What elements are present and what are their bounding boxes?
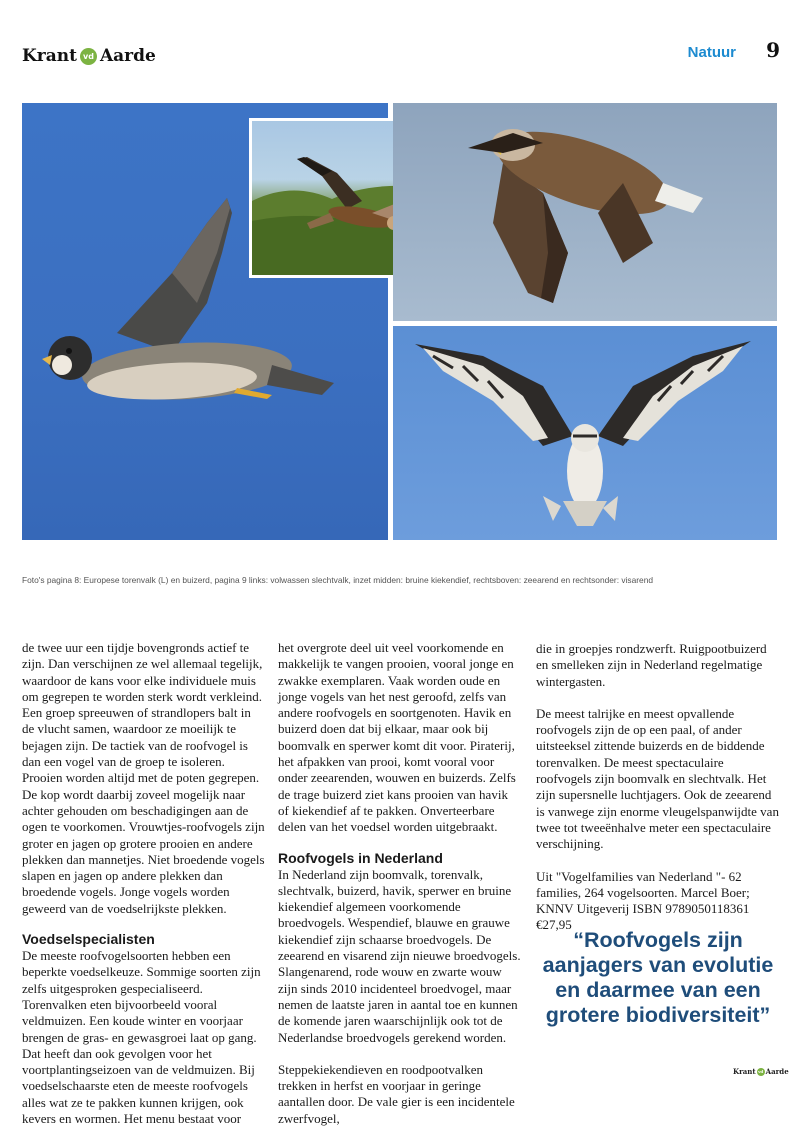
footer-logo xyxy=(733,1067,789,1076)
page-header xyxy=(22,40,782,74)
section-label: Natuur xyxy=(687,44,736,61)
article-column-1 xyxy=(22,640,266,1127)
heading-voedselspecialisten: Voedselspecialisten xyxy=(22,931,155,948)
osprey-illustration xyxy=(393,326,777,540)
footer-logo-text-right: Aarde xyxy=(765,1067,789,1076)
book-reference: Uit "Vogelfamilies van Nederland "- 62 families, 264 vogelsoorten. Marcel Boer; KNNV Uitgeverij ISBN 9789050118361 €27,95 xyxy=(536,868,750,933)
column2-paragraph-2: In Nederland zijn boomvalk, torenvalk, slechtvalk, buizerd, havik, sperwer en bruine kiekendief algemeen voorkomende broedvogels. Wespendief, blauwe en grauwe kiekendief zijn schaarse broedvogels. De zeearend en visarend zijn nieuwe broedvogels. Slangenarend, rode wouw en zwarte wouw zijn sinds 2010 incidenteel broedvogel, maar nemen de laatste jaren in aantal toe en kunnen de komende jaren waarschijnlijk ook tot de Nederlandse broedvogels gerekend worden. xyxy=(278,866,521,1045)
photo-caption: Foto's pagina 8: Europese torenvalk (L) en buizerd, pagina 9 links: volwassen slechtvalk, inzet midden: bruine kiekendief, rechtsboven: zeearend en rechtsonder: visarend xyxy=(22,575,654,585)
column1-paragraph-2: De meeste roofvogelsoorten hebben een beperkte voedselkeuze. Sommige soorten zijn zelfs uitgesproken gespecialiseerd. Torenvalken eten bijvoorbeeld vooral veldmuizen. Een koude winter en voorjaar brengen de gras- en gewasgroei laat op gang. Dat heeft dan ook gevolgen voor het voortplantingseizoen van de veldmuizen. Bij voedselschaarste eten de meeste roofvogels alles wat ze te pakken kunnen krijgen, ook kevers en wormen. Het menu bestaat voor xyxy=(22,948,261,1127)
footer-logo-text-left: Krant xyxy=(733,1067,756,1076)
photo-white-tailed-eagle xyxy=(393,103,777,321)
photo-osprey xyxy=(393,326,777,540)
column2-paragraph-3: Steppekiekendieven en roodpootvalken trekken in herfst en voorjaar in geringe aantallen door. De vale gier is een incidentele zwerfvogel, xyxy=(278,1061,515,1126)
heading-roofvogels-in-nederland: Roofvogels in Nederland xyxy=(278,849,443,866)
white-tailed-eagle-illustration xyxy=(393,103,777,321)
logo-text-right: Aarde xyxy=(99,46,156,66)
article-column-2 xyxy=(278,640,522,1127)
column3-paragraph-1: die in groepjes rondzwerft. Ruigpootbuizerd en smelleken zijn in Nederland regelmatige wintergasten. xyxy=(536,641,767,689)
column2-paragraph-1: het overgrote deel uit veel voorkomende en makkelijk te vangen prooien, vooral jonge en zwakke exemplaren. Vaak worden oude en jonge vogels van het nest geroofd, zelfs van andere roofvogels en soortgenoten. Havik en buizerd doen dat bij elkaar, maar ook bij boomvalk en sperwer komt dit voor. Piraterij, het afpakken van prooi, komt vooral voor onder zeearenden, wouwen en buizerds. Zelfs de trage buizerd ziet kans prooien van havik of kiekendief af te pakken. Onverteerbare delen van het voedsel worden uitgebraakt. xyxy=(278,640,516,835)
publication-logo xyxy=(22,46,156,66)
footer-logo-badge: vd xyxy=(758,1068,764,1074)
column3-paragraph-2: De meest talrijke en meest opvallende roofvogels zijn de op een paal, of ander uitsteeksel zittende buizerds en de biddende torenvalken. De meest spectaculaire roofvogels zijn boomvalk en slechtvalk. Het zijn supersnelle luchtjagers. Ook de zeearend is vanwege zijn enorme vleugelspanwijdte van twee tot tweeënhalve meter een spectaculaire verschijning. xyxy=(536,705,779,852)
article-column-3 xyxy=(536,641,780,934)
column1-paragraph-1: de twee uur een tijdje bovengronds actief te zijn. Dan verschijnen ze wel allemaal tegelijk, waardoor de kans voor elke individuele muis om gegrepen te worden sterk wordt verkleind. Een groep spreeuwen of strandlopers balt in de vlucht samen, waardoor ze moeilijk te bejagen zijn. De tactiek van de roofvogel is dan een vogel van de groep te isoleren. Prooien worden altijd met de poten gegrepen. De kop wordt daarbij zoveel mogelijk naar achter gehouden om beschadigingen aan de ogen te voorkomen. Vrouwtjes-roofvogels zijn groter en jagen op grotere prooien en andere plekken dan mannetjes. Niet broedende vogels slapen en jagen op andere plekken dan broedende vogels. Jonge vogels worden geweerd van de voedselrijkste plekken. xyxy=(22,640,265,916)
logo-text-left: Krant xyxy=(22,46,77,66)
page-number: 9 xyxy=(766,38,780,62)
pull-quote: “Roofvogels zijn aanjagers van evolutie en daarmee van een grotere biodiversiteit” xyxy=(542,928,774,1027)
logo-badge: vd xyxy=(80,48,97,65)
